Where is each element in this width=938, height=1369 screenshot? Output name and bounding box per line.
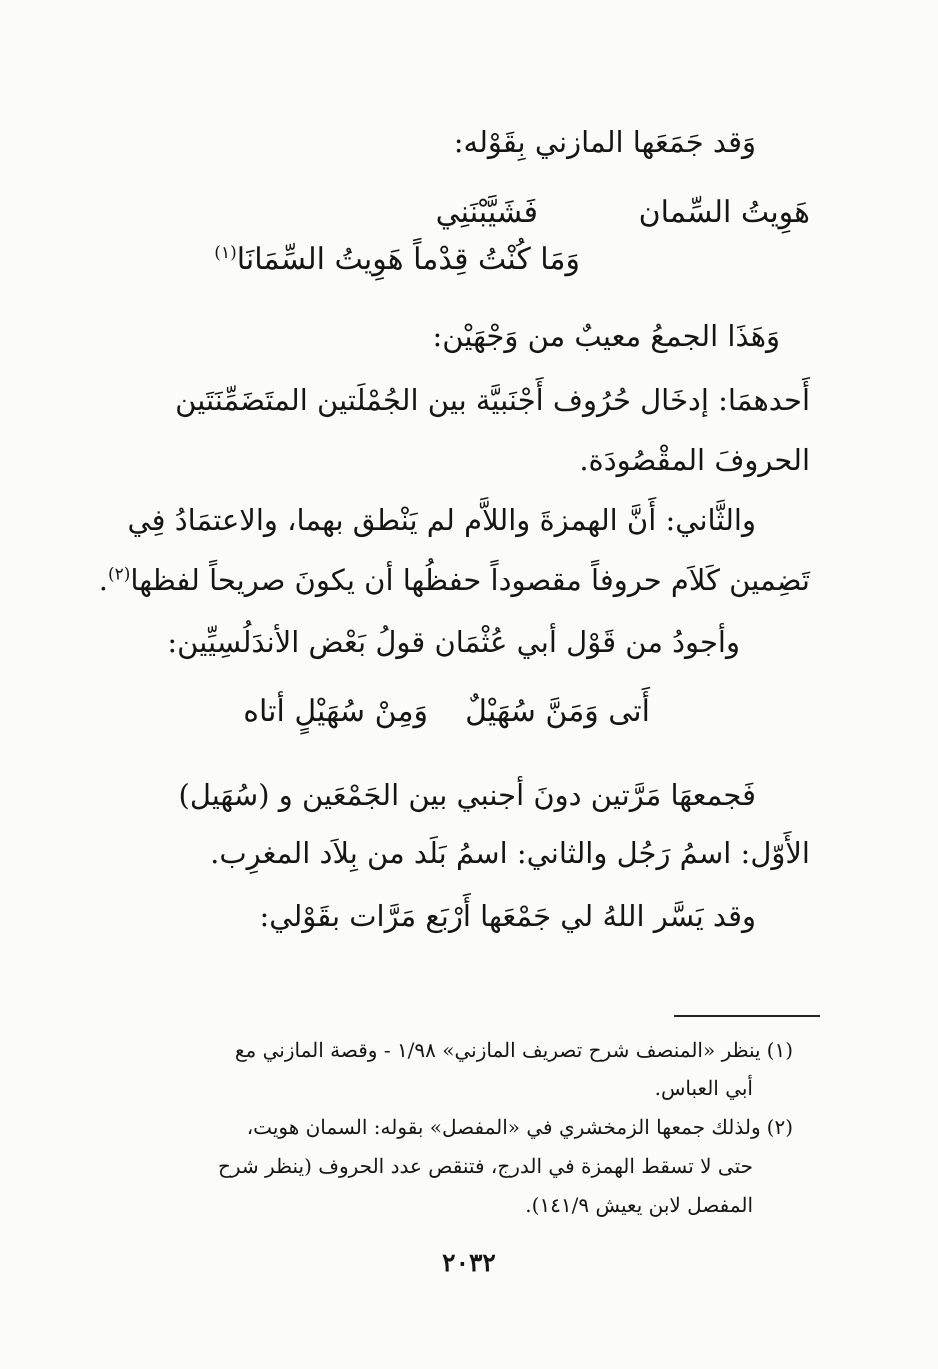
poem-line-2-text: وَمَا كُنْتُ قِدْماً هَوِيتُ السِّمَانَا [236,242,580,277]
text-line-8 [99,560,810,600]
text-line-6: الحروفَ المقْصُودَة. [579,443,810,477]
text-line-7: والثَّاني: أَنَّ الهمزةَ واللاَّم لم يَنْطق بهما، والاعتمَادُ فِي [127,503,756,537]
footnote-1-line-1 [235,1035,793,1065]
footnote-2-line-1 [247,1112,793,1142]
page-number: ٢٠٣٢ [442,1248,496,1277]
text-line-8-end: . [98,563,108,597]
text-line-11: فَجمعهَا مَرَّتين دونَ أجنبي بين الجَمْعَين و (سُهَيل) [178,778,756,812]
footnote-1-text-1: ينظر «المنصف شرح تصريف المازني» ١/٩٨ - وقصة المازني مع [234,1038,761,1062]
footnote-2-line-2: حتى لا تسقط الهمزة في الدرج، فتنقص عدد الحروف (ينظر شرح [217,1154,753,1178]
footnote-ref-2[interactable]: (٢) [107,564,131,585]
text-line-8-text: تَضِمين كَلاَم حروفاً مقصوداً حفظُها أن يكونَ صريحاً لفظها [130,563,810,597]
text-line-9: وأجودُ من قَوْل أبي عُثْمَان قولُ بَعْض الأندَلُسِيِّين: [167,625,740,659]
poem-line-3a: أَتى وَمَنَّ سُهَيْلٌ [465,694,650,729]
text-line-5: أَحدهمَا: إدخَال حُرُوف أَجْنَبيَّة بين الجُمْلَتين المتَضَمِّنَتَين [175,383,810,417]
poem-line-2 [214,240,580,280]
poem-line-1a: هَوِيتُ السِّمان [638,195,810,230]
poem-line-3b: وَمِنْ سُهَيْلٍ أتاه [243,694,428,729]
footnote-ref-1[interactable]: (١) [214,243,237,263]
footnote-2-text-1: ولذلك جمعها الزمخشري في «المفصل» بقوله: السمان هويت، [246,1115,761,1139]
text-line-4: وَهَذَا الجمعُ معيبٌ من وَجْهَيْن: [432,319,780,353]
footnote-2-line-3: المفصل لابن يعيش ١٤١/٩). [525,1193,753,1217]
poem-line-1b: فَشَيَّبْنَنِي [435,195,538,230]
footnote-separator [674,1015,820,1017]
text-line-13: وقد يَسَّر اللهُ لي جَمْعَها أَرْبَع مَرَّات بقَوْلي: [259,899,756,933]
footnote-1-number: (١) [766,1038,793,1062]
footnote-2-number: (٢) [766,1115,793,1139]
footnote-1-line-2: أبي العباس. [654,1076,753,1100]
text-line-12: الأَوّل: اسمُ رَجُل والثاني: اسمُ بَلَد من بِلاَد المغرِب. [210,836,810,870]
text-line-1: وَقد جَمَعَها المازني بِقَوْله: [453,125,756,159]
